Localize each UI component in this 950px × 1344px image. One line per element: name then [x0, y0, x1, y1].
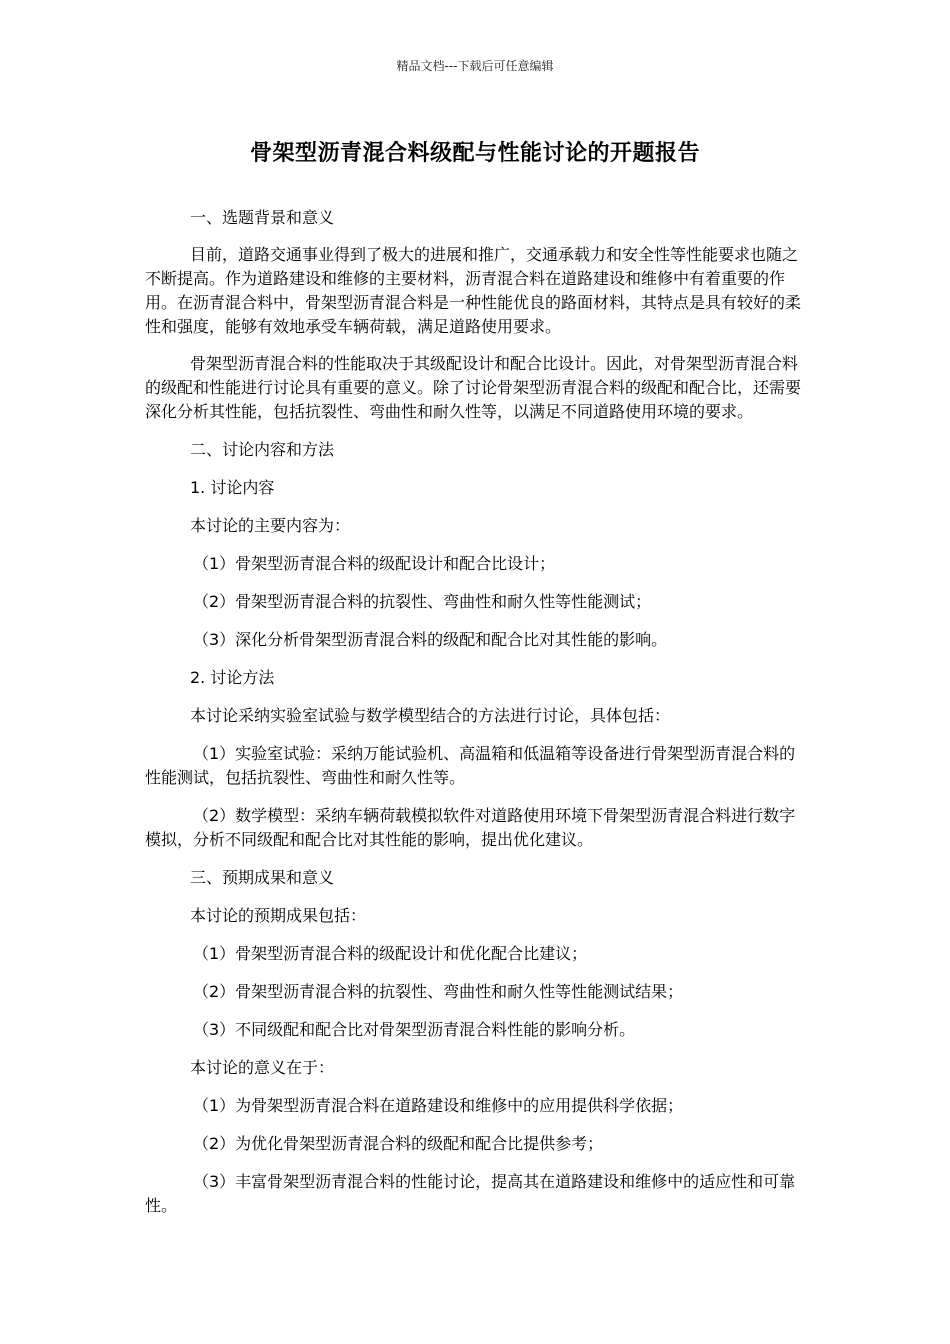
paragraph-significance-intro: 本讨论的意义在于： — [190, 1058, 335, 1077]
list-item: （3）丰富骨架型沥青混合料的性能讨论，提高其在道路建设和维修中的适应性和可靠性。 — [145, 1172, 796, 1215]
list-item: （1）骨架型沥青混合料的级配设计和配合比设计； — [193, 554, 556, 573]
paragraph-background-2: 骨架型沥青混合料的性能取决于其级配设计和配合比设计。因此，对骨架型沥青混合料的级配和性能进行讨论具有重要的意义。除了讨论骨架型沥青混合料的级配和配合比，还需要深化分析其性能，包括抗裂性、弯曲性和耐久性等，以满足不同道路使用环境的要求。 — [145, 354, 802, 421]
paragraph-background-1: 目前，道路交通事业得到了极大的进展和推广，交通承载力和安全性等性能要求也随之不断提高。作为道路建设和维修的主要材料，沥青混合料在道路建设和维修中有着重要的作用。在沥青混合料中，骨架型沥青混合料是一种性能优良的路面材料，其特点是具有较好的柔性和强度，能够有效地承受车辆荷载，满足道路使用要求。 — [145, 245, 802, 336]
paragraph-content-intro: 本讨论的主要内容为： — [190, 516, 351, 535]
list-item: （2）数学模型：采纳车辆荷载模拟软件对道路使用环境下骨架型沥青混合料进行数字模拟，分析不同级配和配合比对其性能的影响，提出优化建议。 — [145, 806, 796, 849]
section-heading-background: 一、选题背景和意义 — [190, 208, 335, 227]
list-item: （2）骨架型沥青混合料的抗裂性、弯曲性和耐久性等性能测试结果； — [193, 982, 684, 1001]
list-item: （2）为优化骨架型沥青混合料的级配和配合比提供参考； — [193, 1134, 604, 1153]
paragraph-results-intro: 本讨论的预期成果包括： — [190, 906, 367, 925]
section-heading-content-method: 二、讨论内容和方法 — [190, 440, 335, 459]
list-item: （3）深化分析骨架型沥青混合料的级配和配合比对其性能的影响。 — [193, 630, 668, 649]
subheading-method: 2. 讨论方法 — [190, 668, 275, 687]
list-item: （1）骨架型沥青混合料的级配设计和优化配合比建议； — [193, 944, 588, 963]
section-heading-results: 三、预期成果和意义 — [190, 868, 335, 887]
header-note: 精品文档---下载后可任意编辑 — [396, 59, 554, 73]
list-item: （3）不同级配和配合比对骨架型沥青混合料性能的影响分析。 — [193, 1020, 636, 1039]
list-item: （1）为骨架型沥青混合料在道路建设和维修中的应用提供科学依据； — [193, 1096, 684, 1115]
list-item: （2）骨架型沥青混合料的抗裂性、弯曲性和耐久性等性能测试； — [193, 592, 652, 611]
document-title: 骨架型沥青混合料级配与性能讨论的开题报告 — [249, 141, 700, 166]
document-body — [145, 206, 805, 1218]
paragraph-method-intro: 本讨论采纳实验室试验与数学模型结合的方法进行讨论，具体包括： — [190, 706, 671, 725]
subheading-content: 1. 讨论内容 — [190, 478, 275, 497]
list-item: （1）实验室试验：采纳万能试验机、高温箱和低温箱等设备进行骨架型沥青混合料的性能测试，包括抗裂性、弯曲性和耐久性等。 — [145, 744, 796, 787]
